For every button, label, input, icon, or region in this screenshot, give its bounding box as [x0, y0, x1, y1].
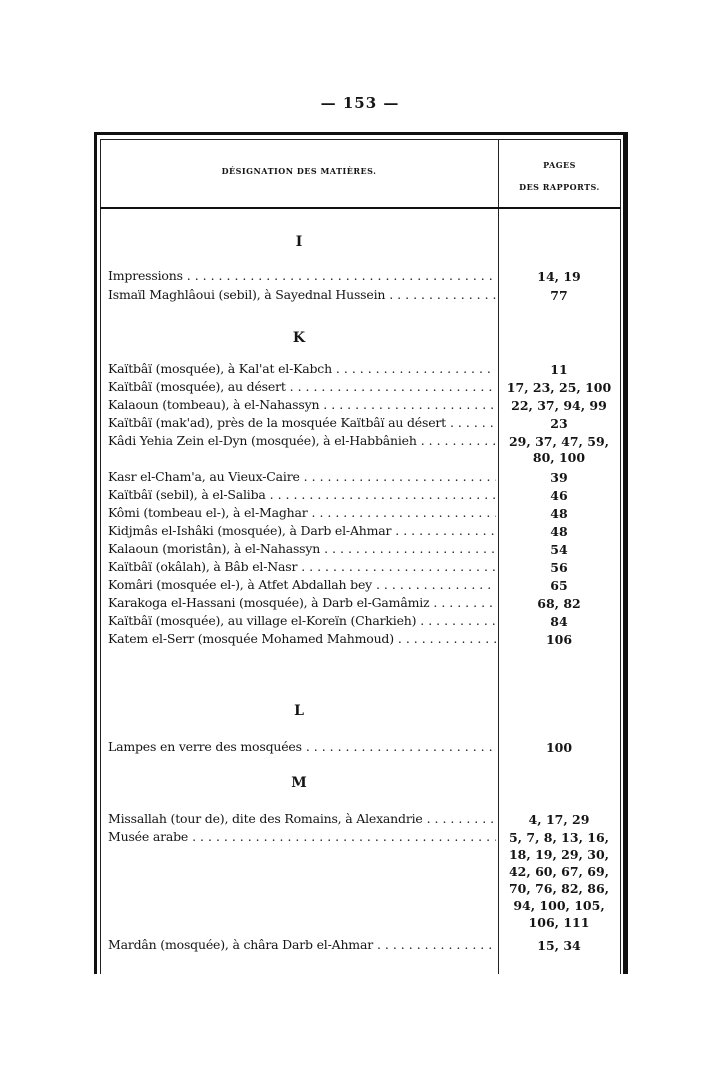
entry-pages: 4, 17, 29 — [528, 812, 590, 827]
entry-text: Musée arabe . . . — [108, 828, 496, 846]
entry-pages: 46 — [550, 488, 568, 503]
entry-pages: 77 — [550, 288, 568, 303]
page-number: — 153 — — [320, 94, 400, 112]
index-entry — [108, 286, 620, 304]
entry-pages-continued: 94, 100, 105, — [513, 898, 605, 913]
entry-text: Kaïtbâï (mosquée), au désert . . . — [108, 378, 496, 396]
index-entry — [108, 267, 620, 285]
index-entry — [108, 540, 620, 558]
entry-text: Kaïtbâï (okâlah), à Bâb el-Nasr . . . — [108, 558, 496, 576]
entry-pages: 65 — [550, 578, 568, 593]
section-letter-l: L — [294, 703, 304, 719]
entry-text: Kasr el-Cham'a, au Vieux-Caire . . . — [108, 468, 496, 486]
entry-pages: 54 — [550, 542, 568, 557]
entry-pages: 14, 19 — [537, 269, 581, 284]
index-entry — [108, 378, 620, 396]
entry-text: Kidjmâs el-Ishâki (mosquée), à Darb el-Ahmar . . . — [108, 522, 496, 540]
entry-text: Katem el-Serr (mosquée Mohamed Mahmoud) . . . — [108, 630, 496, 648]
entry-pages-continued: 18, 19, 29, 30, — [508, 847, 610, 862]
section-letter-k: K — [292, 330, 306, 346]
index-entry — [108, 594, 620, 612]
column-header-pages-line1: PAGES — [543, 160, 576, 170]
entry-text: Missallah (tour de), dite des Romains, à Alexandrie . . . — [108, 810, 496, 828]
entry-pages: 15, 34 — [537, 938, 581, 953]
entry-text: Kâdi Yehia Zein el-Dyn (mosquée), à el-Habbânieh . . . — [108, 432, 496, 450]
entry-pages: 106 — [545, 632, 573, 647]
entry-text: Kaïtbâï (mak'ad), près de la mosquée Kaïtbâï au désert . . . — [108, 414, 496, 432]
column-header-designation: DÉSIGNATION DES MATIÈRES. — [221, 166, 377, 176]
entry-text: Mardân (mosquée), à châra Darb el-Ahmar . . . — [108, 936, 496, 954]
index-entry — [108, 432, 620, 465]
index-entry — [108, 396, 620, 414]
entry-pages: 68, 82 — [537, 596, 581, 611]
entry-pages: 48 — [550, 506, 568, 521]
index-entry — [108, 828, 620, 930]
entry-text: Kalaoun (moristân), à el-Nahassyn . . . — [108, 540, 496, 558]
entry-text: Komâri (mosquée el-), à Atfet Abdallah bey . . . — [108, 576, 496, 594]
index-entry — [108, 630, 620, 648]
frame-inner-right-rule — [620, 139, 621, 974]
entry-pages: 84 — [550, 614, 568, 629]
entry-pages: 100 — [545, 740, 573, 755]
entry-pages-continued: 42, 60, 67, 69, — [508, 864, 610, 879]
frame-inner-top-rule — [100, 139, 621, 140]
entry-text: Kaïtbâï (sebil), à el-Saliba . . . — [108, 486, 496, 504]
entry-pages: 56 — [550, 560, 568, 575]
index-entry — [108, 522, 620, 540]
column-header-pages — [499, 154, 620, 198]
entry-pages: 23 — [550, 416, 568, 431]
index-entry — [108, 468, 620, 486]
index-entry — [108, 414, 620, 432]
section-letter-i: I — [295, 234, 303, 250]
entry-text: Karakoga el-Hassani (mosquée), à Darb el-Gamâmiz . . . — [108, 594, 496, 612]
index-entry — [108, 576, 620, 594]
index-entry — [108, 558, 620, 576]
entry-text: Kalaoun (tombeau), à el-Nahassyn . . . — [108, 396, 496, 414]
entry-pages: 5, 7, 8, 13, 16, — [508, 830, 610, 845]
entry-pages-continued: 80, 100 — [532, 450, 586, 465]
entry-pages: 22, 37, 94, 99 — [511, 398, 607, 413]
column-header-pages-line2: DES RAPPORTS. — [519, 182, 600, 192]
entry-text: Kaïtbâï (mosquée), à Kal'at el-Kabch . . . — [108, 360, 496, 378]
entry-text: Lampes en verre des mosquées . . . — [108, 738, 496, 756]
index-entry — [108, 936, 620, 954]
entry-pages: 29, 37, 47, 59, — [508, 434, 610, 449]
index-entry — [108, 504, 620, 522]
entry-text: Ismaïl Maghlâoui (sebil), à Sayednal Hussein . . . — [108, 286, 496, 304]
entry-text: Kômi (tombeau el-), à el-Maghar . . . — [108, 504, 496, 522]
entry-text: Impressions . . . — [108, 267, 496, 285]
entry-pages: 48 — [550, 524, 568, 539]
frame-inner-left-rule — [100, 139, 101, 974]
entry-pages-continued: 106, 111 — [528, 915, 590, 930]
entry-pages: 39 — [550, 470, 568, 485]
entry-pages: 17, 23, 25, 100 — [506, 380, 612, 395]
entry-pages-continued: 70, 76, 82, 86, — [508, 881, 610, 896]
entry-pages: 11 — [550, 362, 568, 377]
section-letter-m: M — [291, 775, 307, 791]
index-entry — [108, 810, 620, 828]
index-entry — [108, 360, 620, 378]
index-entry — [108, 738, 620, 756]
index-entry — [108, 486, 620, 504]
header-rule — [100, 207, 621, 209]
index-entry — [108, 612, 620, 630]
entry-text: Kaïtbâï (mosquée), au village el-Koreïn (Charkieh) . . . — [108, 612, 496, 630]
